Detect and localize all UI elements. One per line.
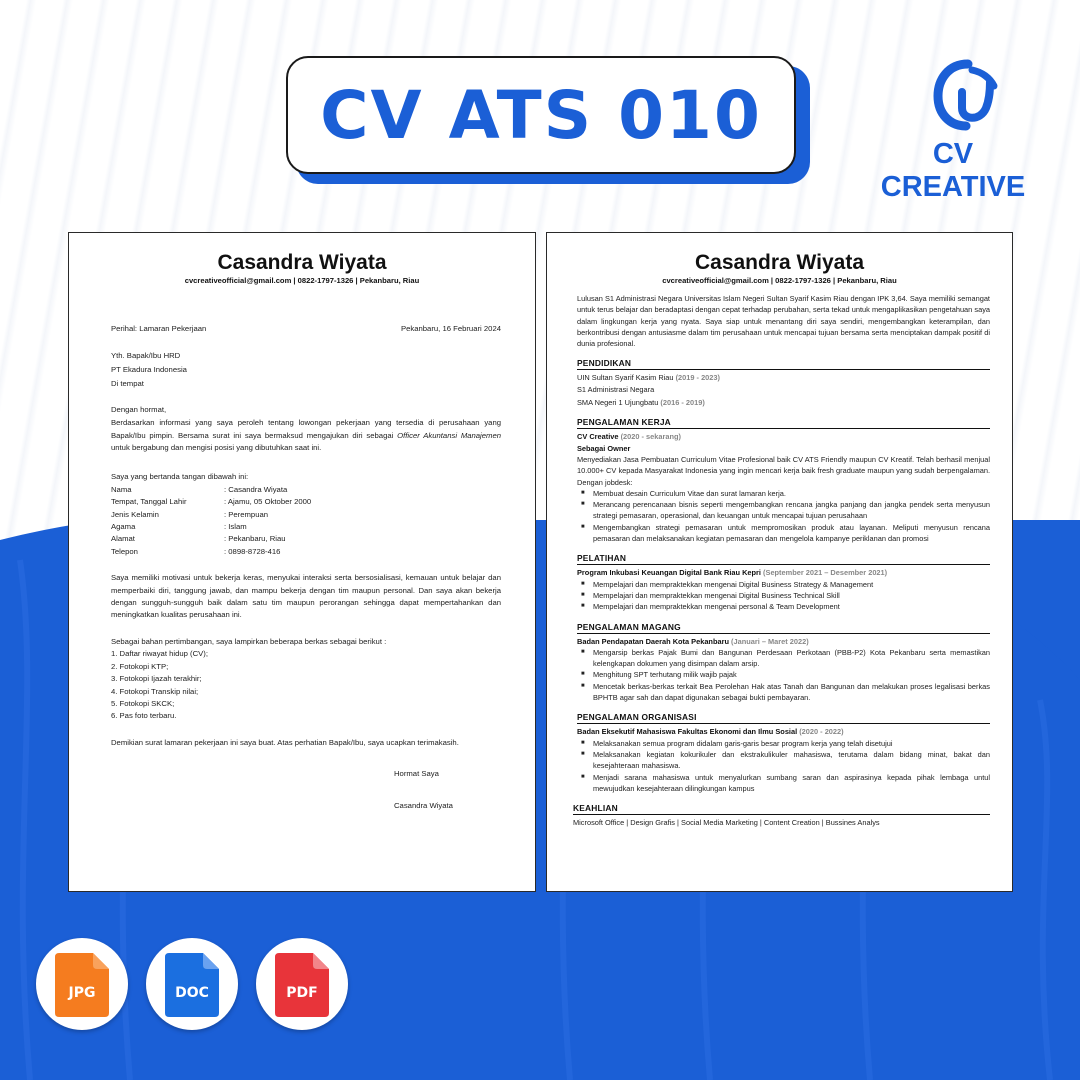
attachment-item: 3. Fotokopi Ijazah terakhir; bbox=[111, 674, 202, 684]
cv-page bbox=[546, 232, 1013, 892]
bullet-item bbox=[577, 499, 990, 522]
section-title: PENDIDIKAN bbox=[577, 358, 990, 370]
education-major: S1 Administrasi Negara bbox=[577, 384, 655, 394]
bullet-text: Mempelajari dan mempraktekkan mengenai personal & Team Development bbox=[593, 602, 840, 612]
letter-date: Pekanbaru, 16 Februari 2024 bbox=[400, 324, 501, 333]
letter-intro: Berdasarkan informasi yang saya peroleh tentang lowongan pekerjaan yang tersedia di perusahaan yang Bapak/Ibu pimpin. Bersama surat ini saya bermaksud mengajukan diri sebagai Officer Akuntansi Manajemen untuk bergabung dan mengisi posisi yang dibutuhkan saat ini. bbox=[111, 418, 501, 452]
bullet-text: Membuat desain Curriculum Vitae dan surat lamaran kerja. bbox=[593, 488, 786, 498]
letter-regards: Hormat Saya bbox=[394, 769, 439, 779]
letter-name: Casandra Wiyata bbox=[217, 251, 387, 274]
recipient-line: PT Ekadura Indonesia bbox=[111, 364, 187, 374]
attachment-item: 1. Daftar riwayat hidup (CV); bbox=[111, 649, 208, 659]
letter-subject: Perihal: Lamaran Pekerjaan bbox=[111, 324, 207, 333]
identity-key: Tempat, Tanggal Lahir bbox=[111, 497, 187, 507]
bullet-icon: ■ bbox=[581, 750, 585, 757]
bullet-icon: ■ bbox=[581, 580, 585, 587]
doc-format-badge bbox=[146, 938, 238, 1030]
cv-body bbox=[573, 293, 990, 828]
bullet-icon: ■ bbox=[581, 603, 585, 610]
bullet-icon: ■ bbox=[581, 523, 585, 530]
section-title: PENGALAMAN MAGANG bbox=[577, 622, 990, 634]
bullet-text: Mencetak berkas-berkas terkait Bea Perolehan Hak atas Tanah dan Bangunan dan melakukan proses legalisasi berkas BPHTB agar sah dan dapat digunakan sebagai bukti pembayaran. bbox=[593, 681, 990, 703]
identity-key: Nama bbox=[111, 484, 132, 494]
bullet-text: Mengarsip berkas Pajak Bumi dan Bangunan Perdesaan Perkotaan (PBB-P2) Kota Pekanbaru serta memastikan kelengkapan dokumen yang disimpan dalam arsip. bbox=[593, 647, 990, 669]
cv-contact: cvcreativeofficial@gmail.com | 0822-1797-1326 | Pekanbaru, Riau bbox=[662, 276, 897, 285]
attachment-item: 2. Fotokopi KTP; bbox=[111, 661, 169, 671]
bullet-item bbox=[577, 749, 990, 772]
identity-key: Agama bbox=[111, 522, 136, 532]
bullet-item bbox=[577, 488, 990, 499]
recipient-line: Di tempat bbox=[111, 378, 144, 388]
identity-list bbox=[111, 484, 501, 558]
identity-row bbox=[111, 509, 501, 521]
bullet-item bbox=[577, 647, 990, 670]
bullet-item bbox=[577, 590, 990, 601]
internship-list bbox=[577, 647, 990, 703]
pdf-format-badge bbox=[256, 938, 348, 1030]
bullet-icon: ■ bbox=[581, 739, 585, 746]
attachment-item: 6. Pas foto terbaru. bbox=[111, 711, 177, 721]
work-description: Menyediakan Jasa Pembuatan Curriculum Vitae Profesional baik CV ATS Friendly maupun CV Kreatif. Telah berhasil menjual 10.000+ CV kepada Masyarakat Indonesia yang ingin mencari kerja baik fresh graduate maupun yang sudah berpengalaman. Dengan jobdesk: bbox=[577, 454, 990, 487]
identity-value: : Islam bbox=[224, 522, 247, 532]
bullet-text: Melaksanakan kegiatan kokurikuler dan ekstrakulikuler mahasiswa, terutama dalam bidang minat, bakat dan kesejahteraan mahasiswa. bbox=[593, 749, 990, 771]
identity-value: : 0898-8728-416 bbox=[224, 546, 281, 556]
identity-value: : Perempuan bbox=[224, 509, 269, 519]
identity-key: Telepon bbox=[111, 546, 138, 556]
identity-row bbox=[111, 496, 501, 508]
bullet-icon: ■ bbox=[581, 591, 585, 598]
bullet-icon: ■ bbox=[581, 682, 585, 689]
brand-logo bbox=[868, 58, 1038, 203]
letter-motivation: Saya memiliki motivasi untuk bekerja keras, menyukai interaksi serta bersosialisasi, kemauan untuk belajar dan memperbaiki diri, tanggung jawab, dan mampu bekerja dengan tim maupun personal. Dan saya akan bekerja dengan sungguh-sungguh baik dalam satu tim maupun perorangan sehingga dapat mempertahankan dan meningkatkan kualitas perusahaan ini. bbox=[111, 573, 501, 620]
section-title: KEAHLIAN bbox=[573, 803, 990, 815]
bullet-icon: ■ bbox=[581, 648, 585, 655]
bullet-item bbox=[577, 669, 990, 680]
title-box bbox=[286, 56, 796, 174]
bullet-item bbox=[577, 579, 990, 590]
bullet-icon: ■ bbox=[581, 489, 585, 496]
internship-org: Badan Pendapatan Daerah Kota Pekanbaru (Januari – Maret 2022) bbox=[577, 636, 809, 646]
bullet-text: Mengembangkan strategi pemasaran untuk mempromosikan produk atau layanan. Meliputi menyusun rencana pemasaran dan melaksanakan kegiatan pemasaran dan mengelola kampanye periklanan dan promosi bbox=[593, 522, 990, 544]
letter-closing: Demikian surat lamaran pekerjaan ini saya buat. Atas perhatian Bapak/Ibu, saya ucapkan terimakasih. bbox=[111, 737, 459, 747]
letter-greeting: Dengan hormat, bbox=[111, 404, 167, 414]
bullet-item bbox=[577, 601, 990, 612]
page-title: CV ATS 010 bbox=[320, 76, 762, 154]
identity-value: : Pekanbaru, Riau bbox=[224, 534, 286, 544]
bullet-text: Merancang perencanaan bisnis seperti mengembangkan rencana jangka panjang dan jangka pendek serta menyusun strategi pemasaran, operasional, dan keuangan untuk mencapai tujuan perusahaan bbox=[593, 500, 990, 521]
organization-name: Badan Eksekutif Mahasiswa Fakultas Ekonomi dan Ilmu Sosial (2020 - 2022) bbox=[577, 727, 844, 737]
work-role: Sebagai Owner bbox=[577, 443, 631, 453]
cv-summary: Lulusan S1 Administrasi Negara Universitas Islam Negeri Sultan Syarif Kasim Riau dengan IPK 3,64. Saya memiliki semangat untuk terus belajar dan beradaptasi dengan cepat terhadap perubahan, serta tekad untuk mengaplikasikan pengetahuan saya dalam lingkungan kerja yang nyata. Saya siap untuk menantang diri saya sendiri, mengembangkan keterampilan, dan berkontribusi dengan antusiasme dalam tim perusahaan untuk mencapai tujuan bersama serta menciptakan dampak positif di dunia profesional. bbox=[577, 294, 990, 349]
work-company: CV Creative (2020 - sekarang) bbox=[577, 432, 681, 442]
bullet-item bbox=[577, 738, 990, 749]
brand-name: CV CREATIVE bbox=[880, 138, 1026, 203]
bullet-text: Menghitung SPT terhutang milik wajib pajak bbox=[593, 670, 737, 680]
education-entry: SMA Negeri 1 Ujungbatu (2016 - 2019) bbox=[577, 398, 705, 408]
cover-letter-page bbox=[68, 232, 536, 892]
bullet-icon: ■ bbox=[581, 671, 585, 678]
bullet-text: Menjadi sarana mahasiswa untuk menyalurkan sumbang saran dan aspirasinya kepada pihak lembaga untul mewujudkan kesejahteraan dilingkungan kampus bbox=[593, 772, 990, 793]
organization-list bbox=[577, 738, 990, 794]
attachment-lead: Sebagai bahan pertimbangan, saya lampirkan beberapa berkas sebagai berikut : bbox=[111, 636, 387, 646]
bullet-item bbox=[577, 681, 990, 704]
cv-name: Casandra Wiyata bbox=[694, 251, 865, 274]
bullet-item bbox=[577, 772, 990, 795]
bullet-icon: ■ bbox=[581, 501, 585, 508]
pdf-label: PDF bbox=[286, 985, 318, 1001]
letter-contact: cvcreativeofficial@gmail.com | 0822-1797-1326 | Pekanbaru, Riau bbox=[184, 276, 420, 285]
identity-row bbox=[111, 521, 501, 533]
letter-body bbox=[111, 323, 501, 812]
identity-row bbox=[111, 484, 501, 496]
bullet-text: Mempelajari dan mempraktekkan mengenai Digital Business Technical Skill bbox=[593, 590, 840, 600]
training-list bbox=[577, 579, 990, 613]
section-title: PENGALAMAN KERJA bbox=[577, 417, 990, 429]
skills-list: Microsoft Office | Design Grafis | Social Media Marketing | Content Creation | Bussines Analys bbox=[573, 818, 880, 828]
doc-label: DOC bbox=[175, 985, 209, 1001]
identity-row bbox=[111, 546, 501, 558]
cv-logo-icon bbox=[932, 58, 1002, 132]
bullet-icon: ■ bbox=[581, 773, 585, 780]
jpg-format-badge bbox=[36, 938, 128, 1030]
identity-key: Alamat bbox=[111, 534, 135, 544]
bullet-item bbox=[577, 522, 990, 545]
training-program: Program Inkubasi Keuangan Digital Bank Riau Kepri (September 2021 – Desember 2021) bbox=[577, 568, 888, 578]
section-title: PENGALAMAN ORGANISASI bbox=[577, 712, 990, 724]
attachment-item: 4. Fotokopi Transkip nilai; bbox=[111, 686, 199, 696]
identity-row bbox=[111, 533, 501, 545]
section-title: PELATIHAN bbox=[577, 553, 990, 565]
identity-key: Jenis Kelamin bbox=[111, 509, 159, 519]
identity-lead: Saya yang bertanda tangan dibawah ini: bbox=[111, 472, 249, 482]
identity-value: : Ajamu, 05 Oktober 2000 bbox=[224, 497, 312, 507]
bullet-text: Mempelajari dan mempraktekkan mengenai Digital Business Strategy & Management bbox=[593, 579, 874, 589]
letter-signature-name: Casandra Wiyata bbox=[394, 800, 453, 810]
attachment-list bbox=[111, 648, 501, 722]
jpg-label: JPG bbox=[68, 985, 96, 1001]
attachment-item: 5. Fotokopi SKCK; bbox=[111, 698, 175, 708]
recipient-line: Yth. Bapak/Ibu HRD bbox=[111, 350, 181, 360]
identity-value: : Casandra Wiyata bbox=[224, 484, 288, 494]
work-list bbox=[577, 488, 990, 544]
education-entry: UIN Sultan Syarif Kasim Riau (2019 - 2023) bbox=[577, 373, 720, 383]
bullet-text: Melaksanakan semua program didalam garis-garis besar program kerja yang telah disetujui bbox=[593, 738, 893, 748]
